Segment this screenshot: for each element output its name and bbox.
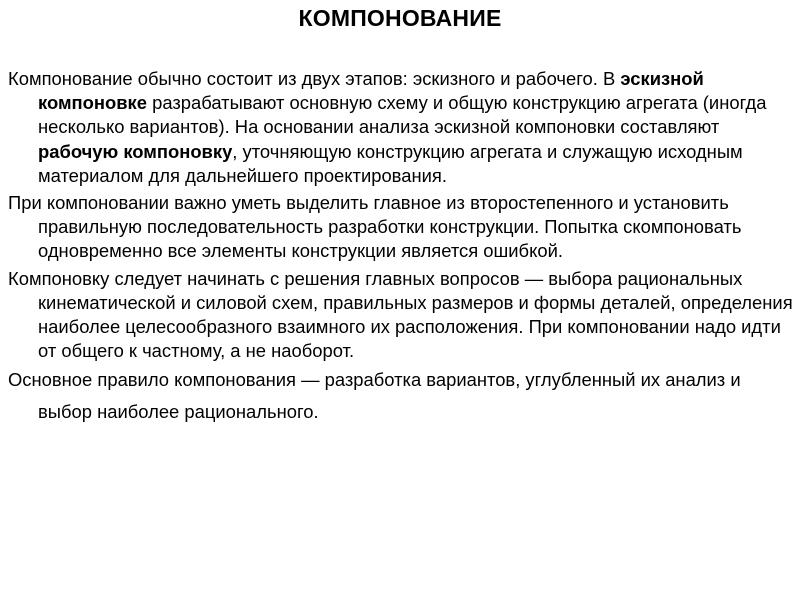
text-run: Компоновку следует начинать с решения главных вопросов — выбора рациональных кинематической и силовой схем, правильных размеров и формы деталей, определения наиболее целесообразного взаимного их расположения. При компоновании надо идти от общего к частному, а не наоборот. (8, 267, 793, 362)
paragraph-main-questions (8, 267, 794, 364)
text-run: Основное правило компонования — разработка вариантов, углубленный их анализ и выбор наиболее рационального. (8, 369, 741, 423)
text-run: При компоновании важно уметь выделить главное из второстепенного и установить правильную последовательность разработки конструкции. Попытка скомпоновать одновременно все элементы конструкции является ошибкой. (8, 192, 742, 262)
paragraph-main-rule (8, 364, 794, 428)
slide-title: КОМПОНОВАНИЕ (298, 5, 502, 31)
text-run: разрабатывают основную схему и общую конструкцию агрегата (иногда несколько вариантов). На основании анализа эскизной компоновки составляют (38, 92, 767, 138)
slide-body (8, 67, 794, 431)
text-run: , уточняющую конструкцию агрегата и служащую исходным материалом для дальнейшего проектирования. (38, 140, 743, 186)
term-sketch-layout: эскизной компоновке (38, 68, 704, 114)
paragraph-sketch-layout (8, 67, 794, 188)
term-working-layout: рабочую компоновку (38, 140, 233, 162)
paragraph-priorities (8, 191, 794, 264)
text-run: Компонование обычно состоит из двух этапов: эскизного и рабочего. В (8, 68, 621, 89)
